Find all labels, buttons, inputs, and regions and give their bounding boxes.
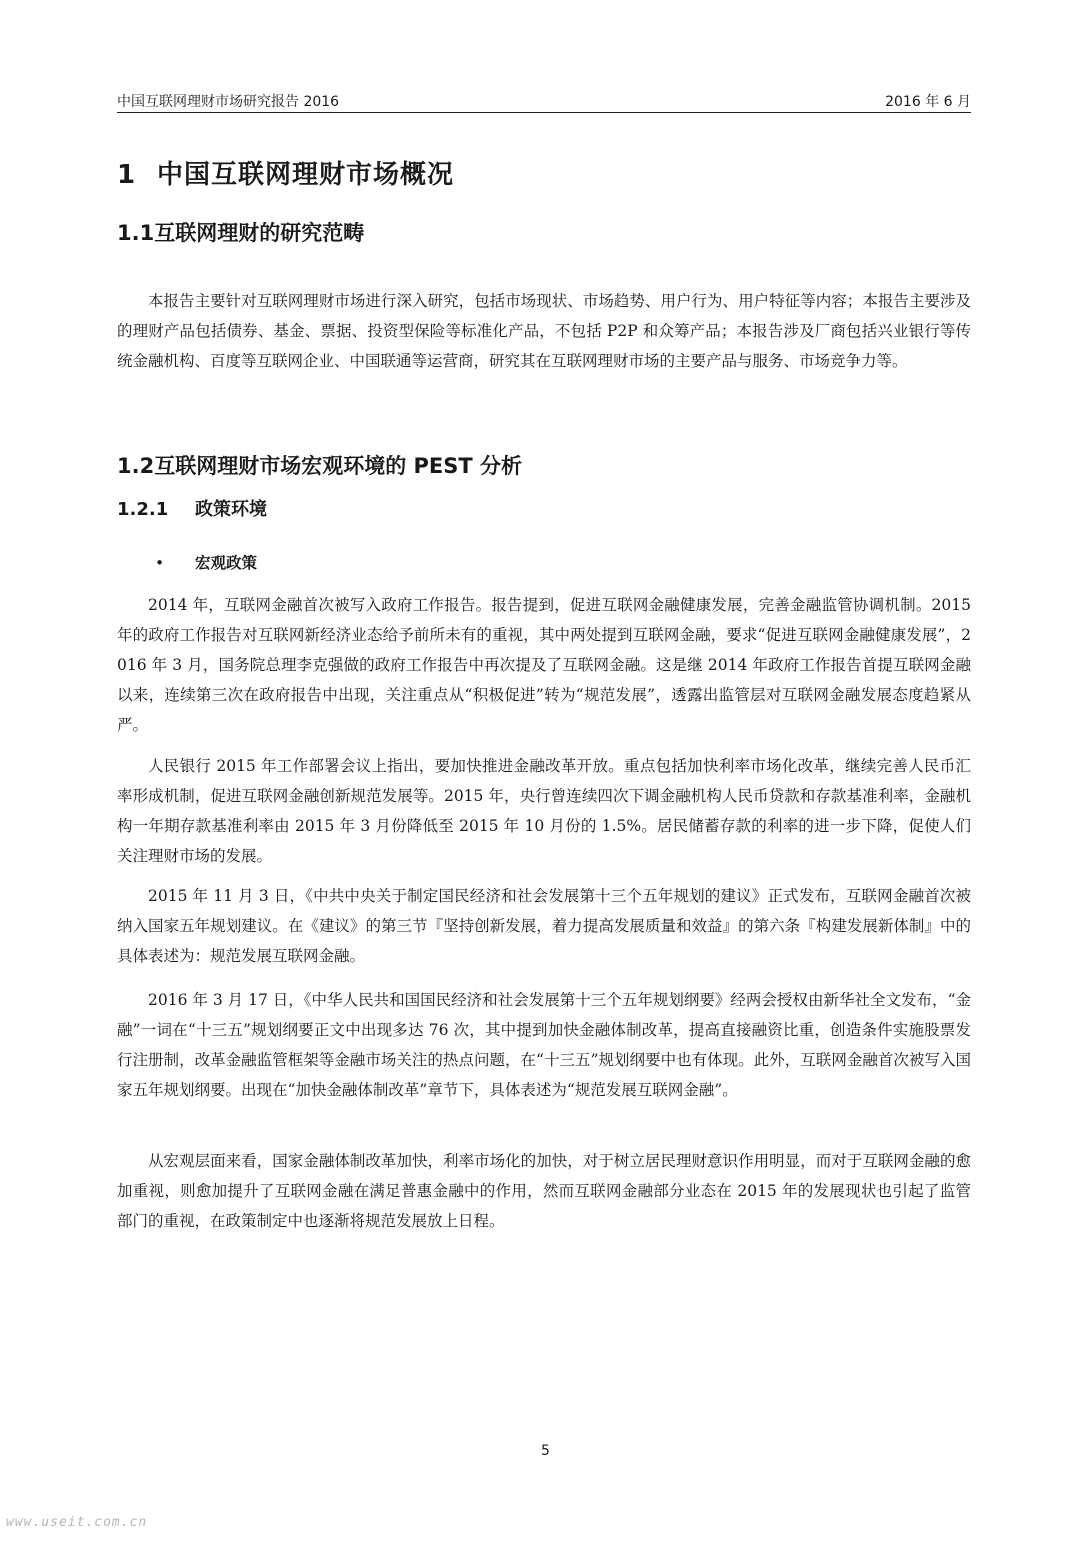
section-1-1-heading: 1.1互联网理财的研究范畴 bbox=[117, 221, 365, 245]
page-number: 5 bbox=[541, 1443, 550, 1459]
bullet-icon: • bbox=[155, 554, 165, 572]
page-header bbox=[117, 88, 971, 113]
paragraph-pboc-meeting: 人民银行 2015 年工作部署会议上指出，要加快推进金融改革开放。重点包括加快利率市场化改革，继续完善人民币汇率形成机制，促进互联网金融创新规范发展等。2015 年，央行曾连续四次下调金融机构人民币贷款和存款基准利率，金融机构一年期存款基准利率由 2015 年 3 月份降低至 2015 年 10 月份的 1.5%。居民储蓄存款的利率的进一步下降，促使人们关注理财市场的发展。 bbox=[117, 757, 971, 865]
paragraph-13th-plan-proposal: 2015 年 11 月 3 日，《中共中央关于制定国民经济和社会发展第十三个五年规划的建议》正式发布，互联网金融首次被纳入国家五年规划建议。在《建议》的第三节『坚持创新发展，着力提高发展质量和效益』的第六条『构建发展新体制』中的具体表述为：规范发展互联网金融。 bbox=[117, 887, 971, 965]
header-date: 2016 年 6 月 bbox=[885, 94, 971, 110]
chapter-title: 中国互联网理财市场概况 bbox=[157, 160, 455, 190]
section-1-2-heading: 1.2互联网理财市场宏观环境的 PEST 分析 bbox=[117, 454, 523, 478]
paragraph-2014-report: 2014 年，互联网金融首次被写入政府工作报告。报告提到，促进互联网金融健康发展，完善金融监管协调机制。2015 年的政府工作报告对互联网新经济业态给予前所未有的重视，其中两处提到互联网金融，要求“促进互联网金融健康发展”，2016 年 3 月，国务院总理李克强做的政府工作报告中再次提及了互联网金融。这是继 2014 年政府工作报告首提互联网金融以来，连续第三次在政府报告中出现，关注重点从“积极促进”转为“规范发展”，透露出监管层对互联网金融发展态度趋紧从严。 bbox=[117, 596, 971, 734]
paragraph-13th-plan-outline: 2016 年 3 月 17 日，《中华人民共和国国民经济和社会发展第十三个五年规划纲要》经两会授权由新华社全文发布，“金融”一词在“十三五”规划纲要正文中出现多达 76 次，其中提到加快金融体制改革，提高直接融资比重，创造条件实施股票发行注册制，改革金融监管框架等金融市场关注的热点问题，在“十三五”规划纲要中也有体现。此外，互联网金融首次被写入国家五年规划纲要。出现在“加快金融体制改革”章节下，具体表述为“规范发展互联网金融”。 bbox=[117, 991, 971, 1099]
section-1-2-1-heading bbox=[117, 495, 267, 521]
header-report-title: 中国互联网理财市场研究报告 2016 bbox=[117, 94, 340, 110]
section-1-2-1-number: 1.2.1 bbox=[117, 499, 169, 520]
bullet-label: 宏观政策 bbox=[195, 554, 258, 572]
section-1-2-1-title: 政策环境 bbox=[195, 499, 267, 520]
chapter-heading bbox=[117, 154, 454, 191]
section-1-1-paragraph: 本报告主要针对互联网理财市场进行深入研究，包括市场现状、市场趋势、用户行为、用户特征等内容；本报告主要涉及的理财产品包括债券、基金、票据、投资型保险等标准化产品，不包括 P2P 和众筹产品；本报告涉及厂商包括兴业银行等传统金融机构、百度等互联网企业、中国联通等运营商，研究其在互联网理财市场的主要产品与服务、市场竞争力等。 bbox=[117, 292, 971, 370]
chapter-number: 1 bbox=[117, 160, 137, 190]
bullet-item-macro-policy bbox=[155, 551, 257, 573]
watermark: www.useit.com.cn bbox=[6, 1515, 148, 1530]
paragraph-macro-summary: 从宏观层面来看，国家金融体制改革加快，利率市场化的加快，对于树立居民理财意识作用明显，而对于互联网金融的愈加重视，则愈加提升了互联网金融在满足普惠金融中的作用，然而互联网金融部分业态在 2015 年的发展现状也引起了监管部门的重视，在政策制定中也逐渐将规范发展放上日程。 bbox=[117, 1152, 971, 1230]
